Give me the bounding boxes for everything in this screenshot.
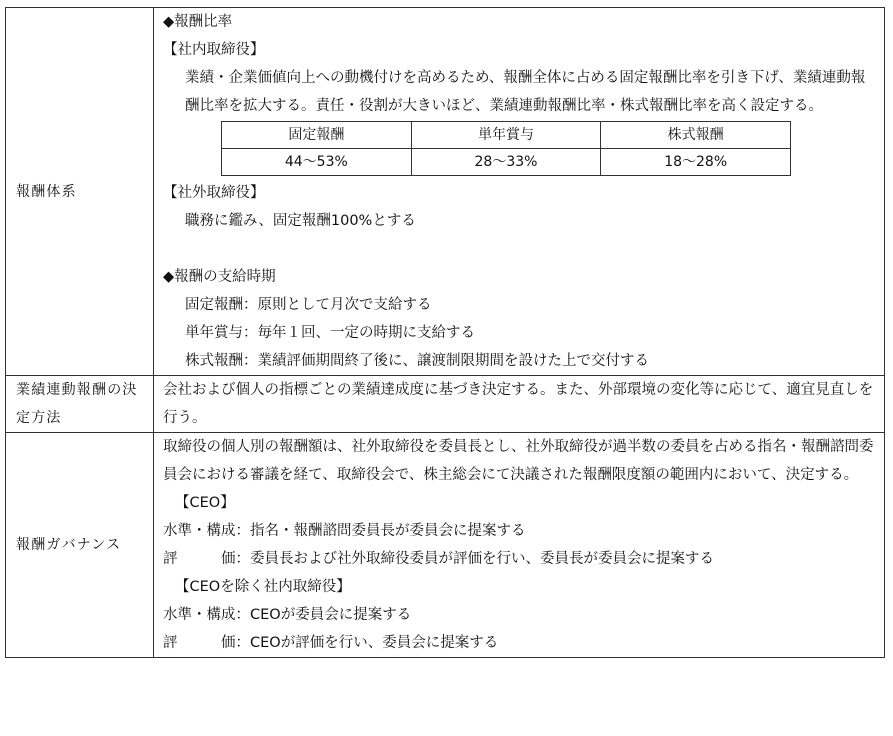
timing-item-fixed: 固定報酬：原則として月次で支給する: [185, 297, 432, 313]
internal-directors-heading: 【社内取締役】: [163, 42, 265, 58]
compensation-system-content: [154, 8, 885, 376]
row-label-performance-method: 業績連動報酬の決定方法: [6, 376, 154, 433]
timing-item-stock: 株式報酬：業績評価期間終了後に、譲渡制限期間を設けた上で交付する: [185, 353, 649, 369]
ratio-header-bonus: 単年賞与: [411, 122, 601, 149]
table-row: [6, 376, 885, 433]
external-directors-text: 職務に鑑み、固定報酬100%とする: [185, 213, 416, 229]
other-item-evaluation: 評 価：CEOが評価を行い、委員会に提案する: [163, 635, 499, 651]
ceo-item-level: 水準・構成：指名・報酬諮問委員長が委員会に提案する: [163, 523, 526, 539]
ratio-header-row: [222, 122, 791, 149]
table-row: [6, 8, 885, 376]
performance-method-text: 会社および個人の指標ごとの業績達成度に基づき決定する。また、外部環境の変化等に応じて、適宜見直しを行う。: [154, 376, 885, 433]
governance-text: 取締役の個人別の報酬額は、社外取締役を委員長とし、社外取締役が過半数の委員を占める指名・報酬諮問委員会における審議を経て、取締役会で、株主総会にて決議された報酬限度額の範囲内において、決定する。: [163, 439, 874, 483]
remuneration-policy-table: [5, 7, 885, 658]
external-directors-heading: 【社外取締役】: [163, 185, 265, 201]
ceo-heading: 【CEO】: [175, 495, 235, 511]
row-label-governance: 報酬ガバナンス: [6, 433, 154, 658]
compensation-ratio-table: [221, 121, 791, 176]
ratio-heading: ◆報酬比率: [163, 14, 233, 30]
payment-timing-heading: ◆報酬の支給時期: [163, 269, 276, 285]
spacer: [163, 235, 874, 263]
table-row: [6, 433, 885, 658]
ratio-value-row: [222, 149, 791, 176]
internal-directors-text: 業績・企業価値向上への動機付けを高めるため、報酬全体に占める固定報酬比率を引き下げ、業績連動報酬比率を拡大する。責任・役割が大きいほど、業績連動報酬比率・株式報酬比率を高く設定する。: [185, 70, 866, 114]
other-item-level: 水準・構成：CEOが委員会に提案する: [163, 607, 412, 623]
ceo-item-evaluation: 評 価：委員長および社外取締役委員が評価を行い、委員長が委員会に提案する: [163, 551, 714, 567]
ratio-header-fixed: 固定報酬: [222, 122, 412, 149]
ratio-value-bonus: 28～33%: [411, 149, 601, 176]
ratio-value-fixed: 44～53%: [222, 149, 412, 176]
ratio-header-stock: 株式報酬: [601, 122, 791, 149]
governance-content: [154, 433, 885, 658]
timing-item-bonus: 単年賞与：毎年１回、一定の時期に支給する: [185, 325, 475, 341]
other-directors-heading: 【CEOを除く社内取締役】: [175, 579, 351, 595]
ratio-value-stock: 18～28%: [601, 149, 791, 176]
row-label-compensation-system: 報酬体系: [6, 8, 154, 376]
